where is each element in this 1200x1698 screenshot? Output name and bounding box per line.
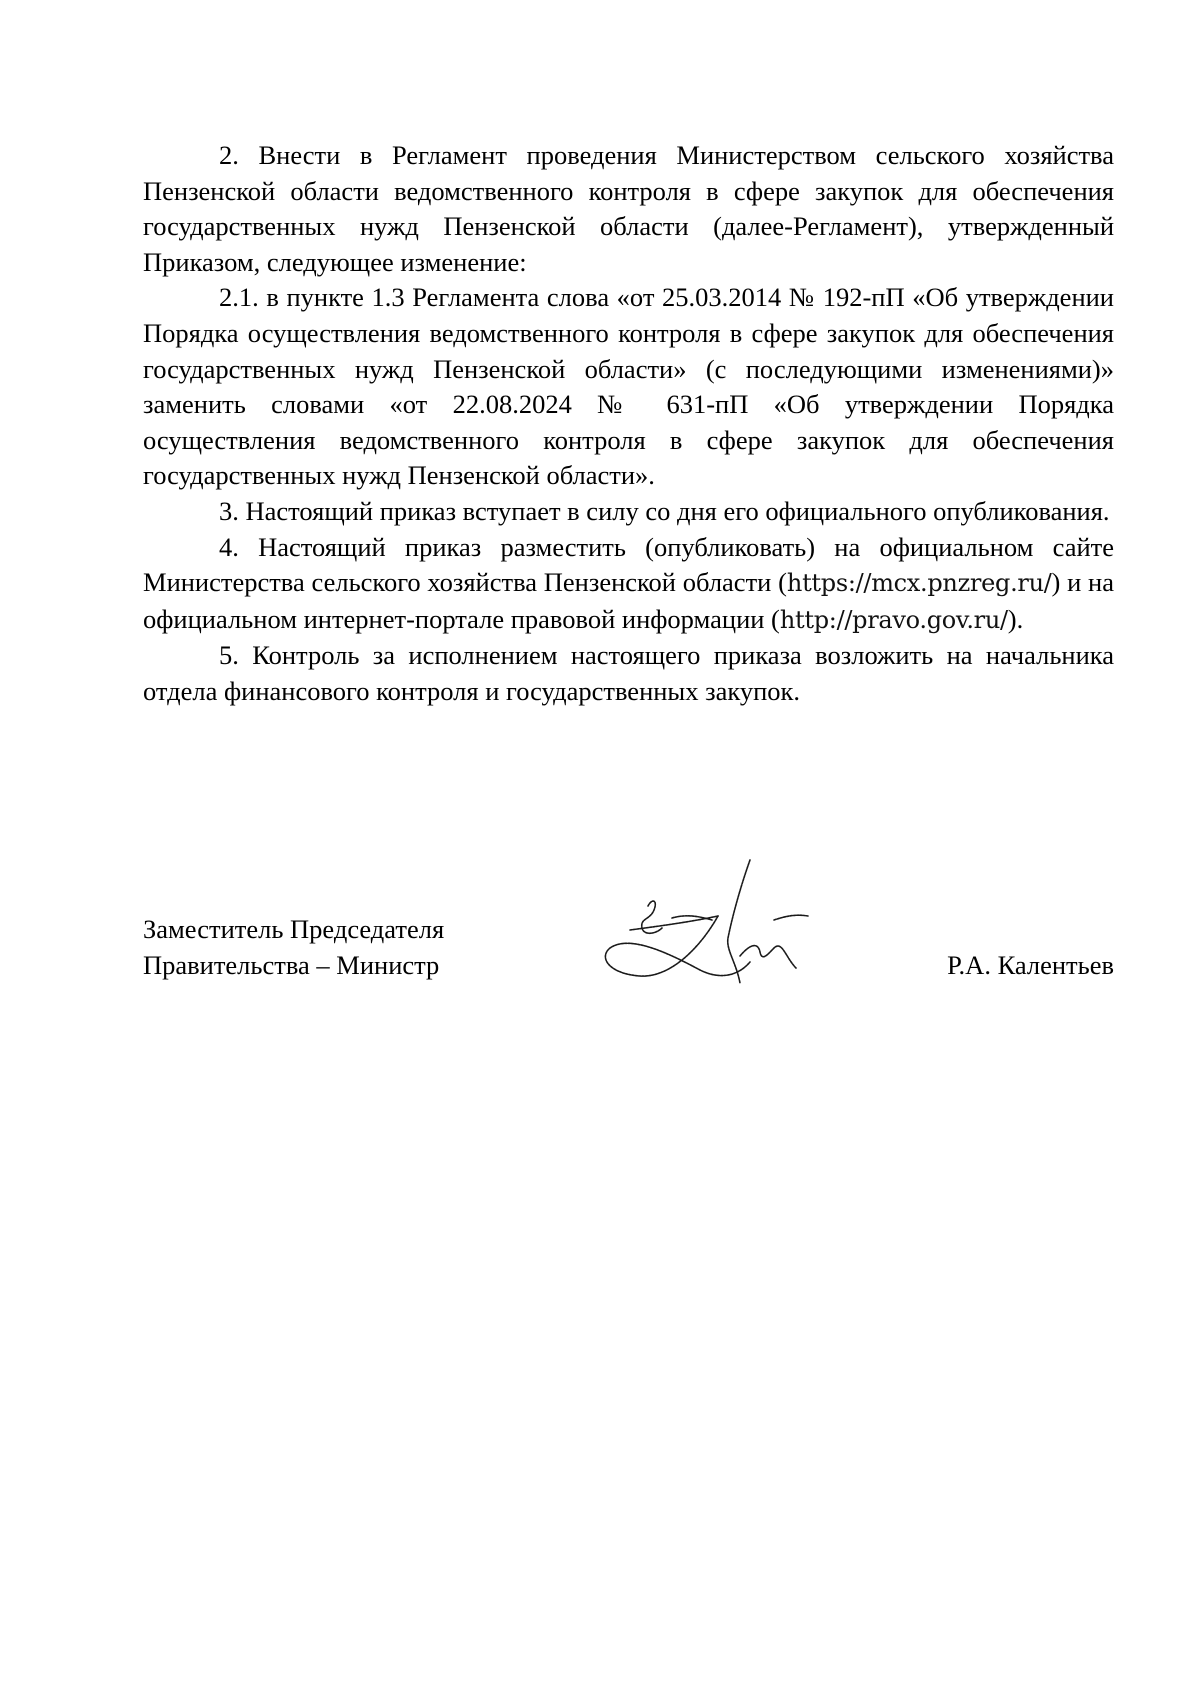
handwritten-signature [590,858,840,1028]
signatory-position [143,912,543,983]
paragraph-item-4-text-middle: ) и на официальном интернет-портале правовой информации ( [143,567,1115,634]
paragraph-item-4 [143,530,1114,639]
paragraph-item-3: 3. Настоящий приказ вступает в силу со дня его официального опубликования. [219,495,1110,526]
signatory-position-line-2: Правительства – Министр [143,949,440,980]
paragraph-item-4-text-end: ). [1007,603,1024,634]
paragraph-item-4-text-start: 4. Настоящий приказ разместить (опубликовать) на официальном сайте Министерства сельского хозяйства Пензенской области ( [143,531,1114,598]
document-body [143,138,1114,710]
paragraph-item-2-1: 2.1. в пункте 1.3 Регламента слова «от 25.03.2014 № 192-пП «Об утверждении Порядка осуществления ведомственного контроля в сфере закупок для обеспечения государственных нужд Пензенской области» (с последующими изменениями)» заменить словами «от 22.08.2024 № 631-пП «Об утверждении Порядка осуществления ведомственного контроля в сфере закупок для обеспечения государственных нужд Пензенской области». [143,282,1114,491]
ministry-site-link[interactable]: https://mcx.pnzreg.ru/ [786,569,1052,598]
pravo-portal-link[interactable]: http://pravo.gov.ru/ [779,605,1008,634]
signatory-name: Р.А. Калентьев [947,950,1114,980]
paragraph-item-2: 2. Внести в Регламент проведения Министерством сельского хозяйства Пензенской области ведомственного контроля в сфере закупок для обеспечения государственных нужд Пензенской области (далее-Регламент), утвержденный Приказом, следующее изменение: [143,140,1114,277]
paragraph-item-5: 5. Контроль за исполнением настоящего приказа возложить на начальника отдела финансового контроля и государственных закупок. [143,640,1114,706]
signatory-position-line-1: Заместитель Председателя [143,914,445,944]
